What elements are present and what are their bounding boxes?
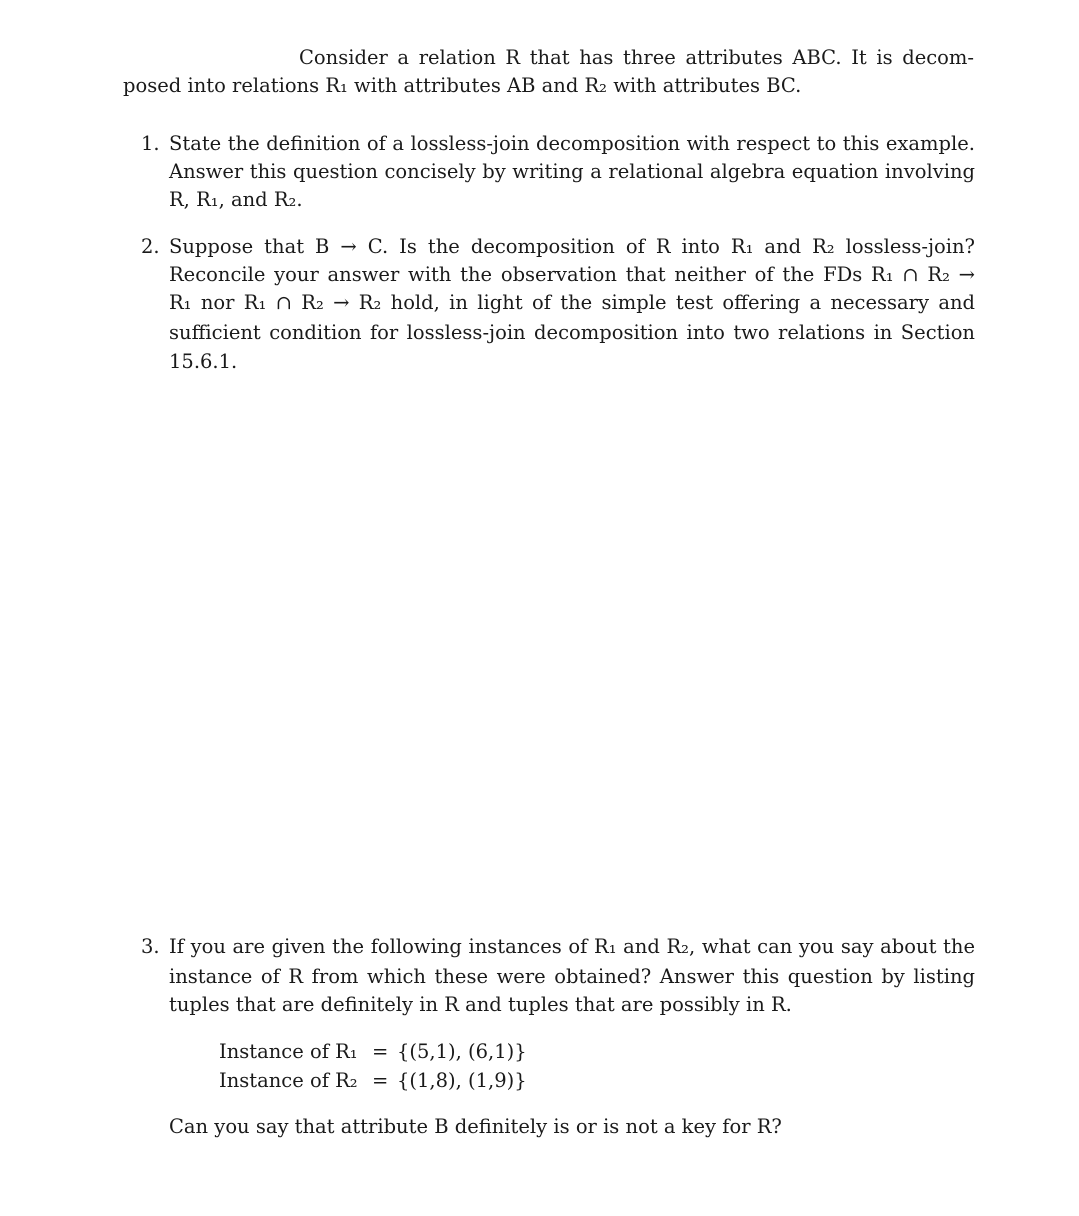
intro-line-1: Consider a relation R that has three attributes ABC. It is decom- (299, 46, 974, 69)
question-2-line-1: Suppose that B → C. Is the decomposition of R into R₁ and R₂ lossless-join? (169, 235, 975, 258)
question-3-number: 3. (141, 935, 160, 958)
intro-line-2: posed into relations R₁ with attributes AB and R₂ with attributes BC. (123, 74, 802, 97)
question-2-line-4: sufficient condition for lossless-join decomposition into two relations in Section (169, 321, 975, 344)
instance-r1-label: Instance of R₁ (219, 1040, 358, 1063)
question-3-line-2: instance of R from which these were obtained? Answer this question by listing (169, 965, 975, 988)
question-3-line-1: If you are given the following instances of R₁ and R₂, what can you say about the (169, 935, 975, 958)
question-1-line-1: State the definition of a lossless-join decomposition with respect to this example. (169, 132, 975, 155)
instance-r1-value: {(5,1), (6,1)} (397, 1040, 527, 1063)
question-3-followup: Can you say that attribute B definitely is or is not a key for R? (169, 1115, 782, 1138)
instance-r2-value: {(1,8), (1,9)} (397, 1069, 527, 1092)
instance-r1-equals: = (372, 1040, 389, 1063)
question-3-line-3: tuples that are definitely in R and tuples that are possibly in R. (169, 993, 792, 1016)
question-1-number: 1. (141, 132, 160, 155)
question-2-line-5: 15.6.1. (169, 350, 238, 373)
question-2-number: 2. (141, 235, 160, 258)
instance-r2-equals: = (372, 1069, 389, 1092)
question-1-line-2: Answer this question concisely by writing a relational algebra equation involving (169, 160, 975, 183)
instance-r2-label: Instance of R₂ (219, 1069, 358, 1092)
question-1-line-3: R, R₁, and R₂. (169, 188, 303, 211)
question-2-line-2: Reconcile your answer with the observation that neither of the FDs R₁ ∩ R₂ → (169, 263, 975, 286)
question-2-line-3: R₁ nor R₁ ∩ R₂ → R₂ hold, in light of the simple test offering a necessary and (169, 291, 975, 314)
